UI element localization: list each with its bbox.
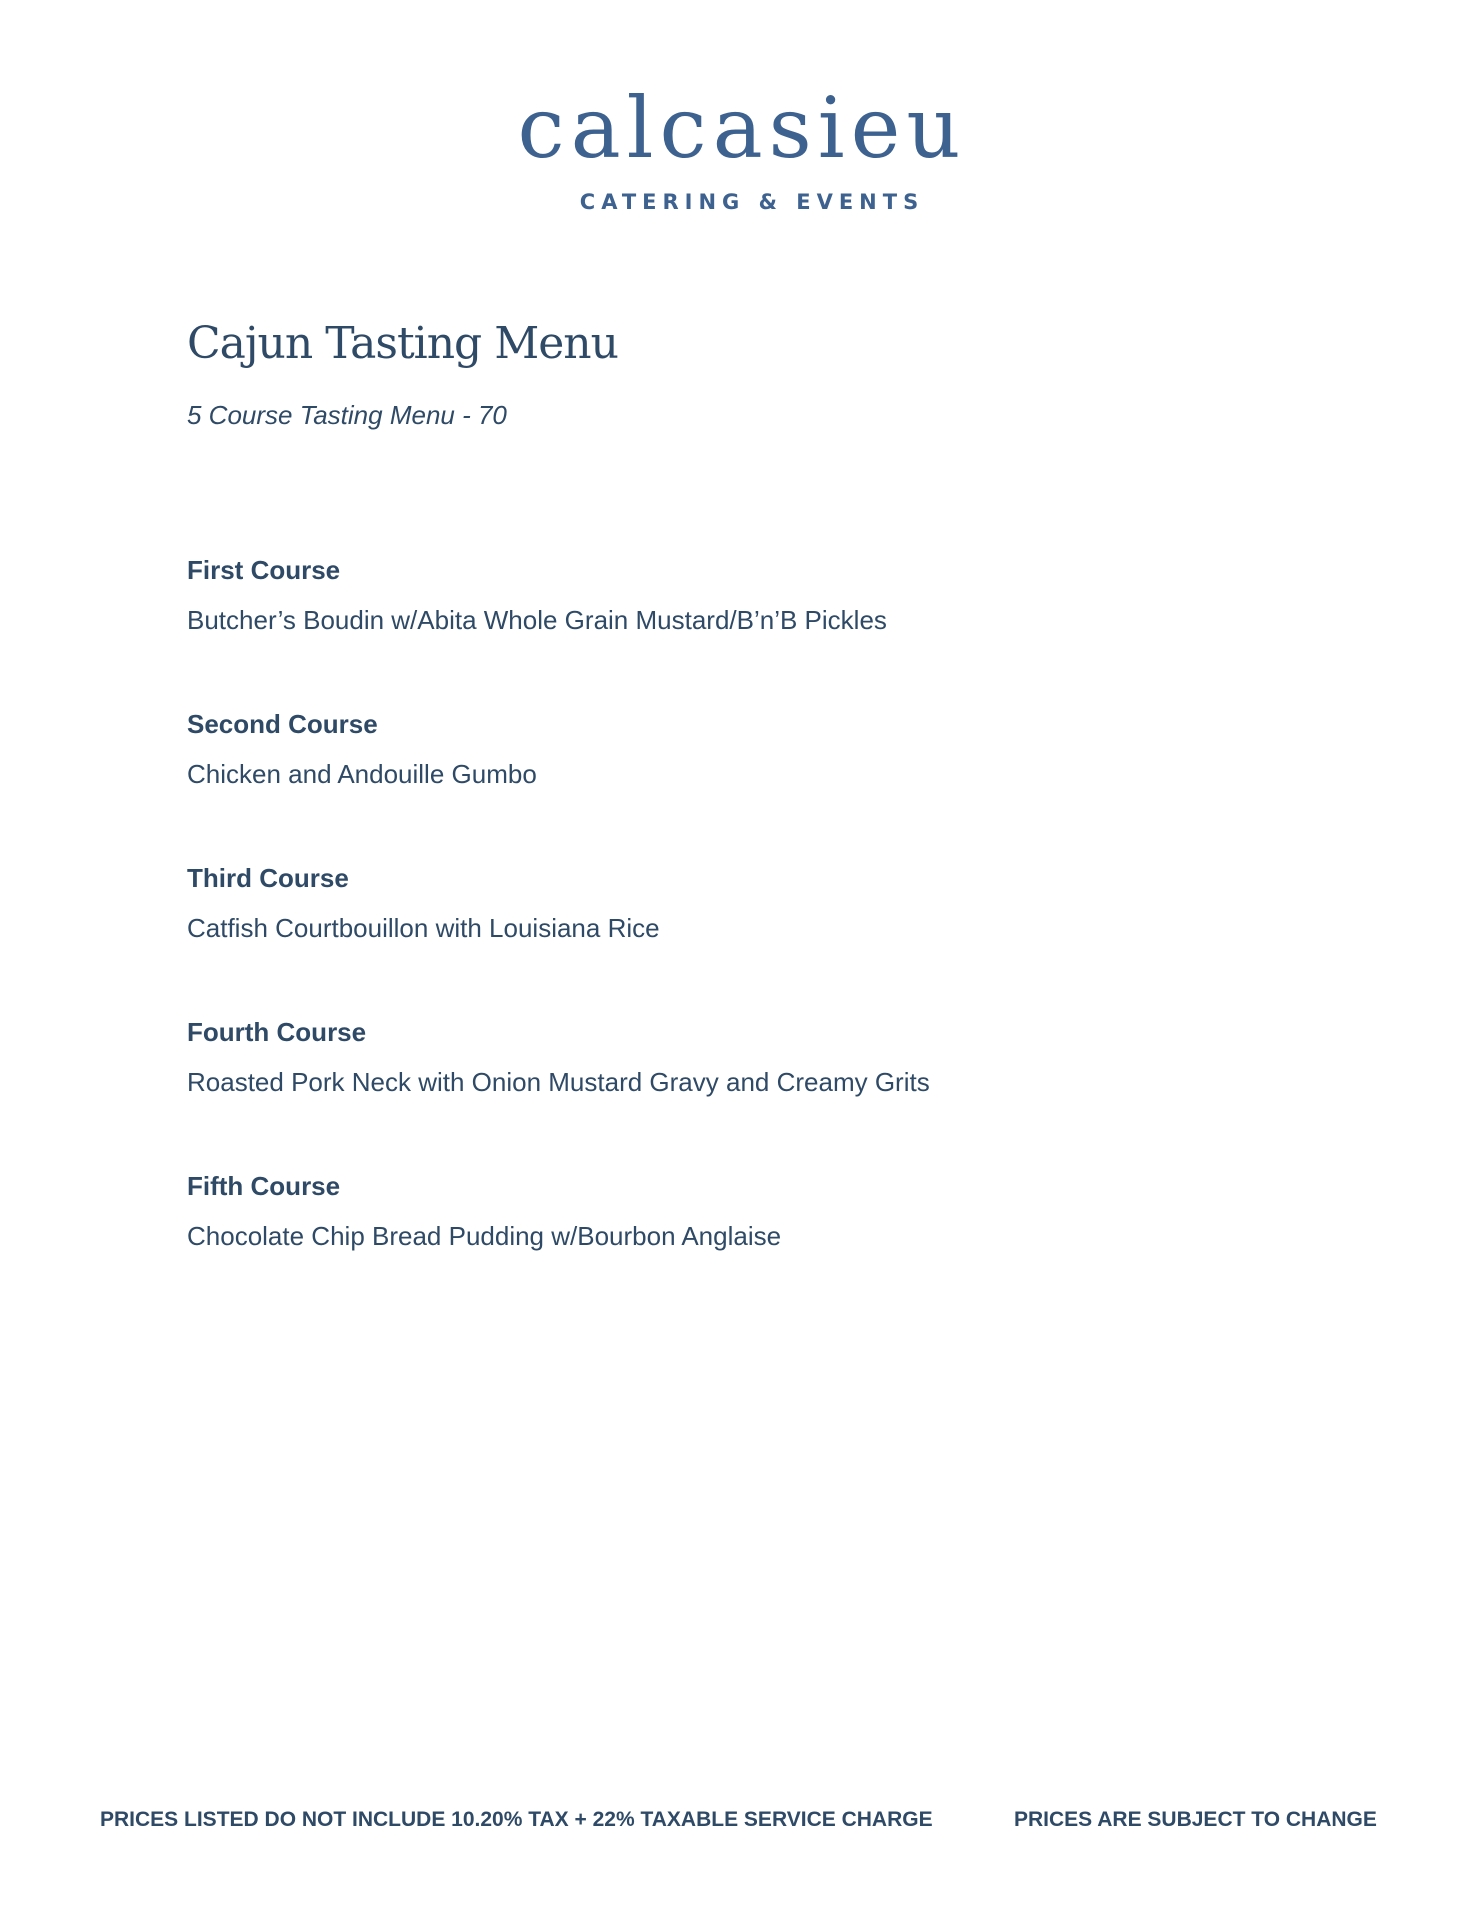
brand-wordmark: calcasieu xyxy=(517,79,967,177)
menu-title: Cajun Tasting Menu xyxy=(187,318,618,369)
course-dish: Chicken and Andouille Gumbo xyxy=(187,759,537,789)
tax-disclaimer: PRICES LISTED DO NOT INCLUDE 10.20% TAX + 22% TAXABLE SERVICE CHARGE xyxy=(100,1808,933,1831)
course-dish: Butcher’s Boudin w/Abita Whole Grain Mustard/B’n’B Pickles xyxy=(187,605,887,635)
course-dish: Catfish Courtbouillon with Louisiana Rice xyxy=(187,913,660,943)
course-name: Third Course xyxy=(187,863,349,893)
course-name: Second Course xyxy=(187,709,378,739)
price-change-disclaimer: PRICES ARE SUBJECT TO CHANGE xyxy=(1014,1808,1377,1831)
course-list xyxy=(187,552,1287,1322)
menu-subtitle: 5 Course Tasting Menu - 70 xyxy=(187,400,507,430)
brand-logo xyxy=(0,78,1484,214)
course-item xyxy=(187,1168,1287,1322)
brand-tagline: CATERING & EVENTS xyxy=(579,190,925,214)
course-item xyxy=(187,860,1287,1014)
course-dish: Roasted Pork Neck with Onion Mustard Gravy and Creamy Grits xyxy=(187,1067,930,1097)
course-name: First Course xyxy=(187,555,341,585)
course-item xyxy=(187,1014,1287,1168)
course-name: Fourth Course xyxy=(187,1017,367,1047)
course-name: Fifth Course xyxy=(187,1171,341,1201)
course-item xyxy=(187,706,1287,860)
course-item xyxy=(187,552,1287,706)
course-dish: Chocolate Chip Bread Pudding w/Bourbon Anglaise xyxy=(187,1221,782,1251)
